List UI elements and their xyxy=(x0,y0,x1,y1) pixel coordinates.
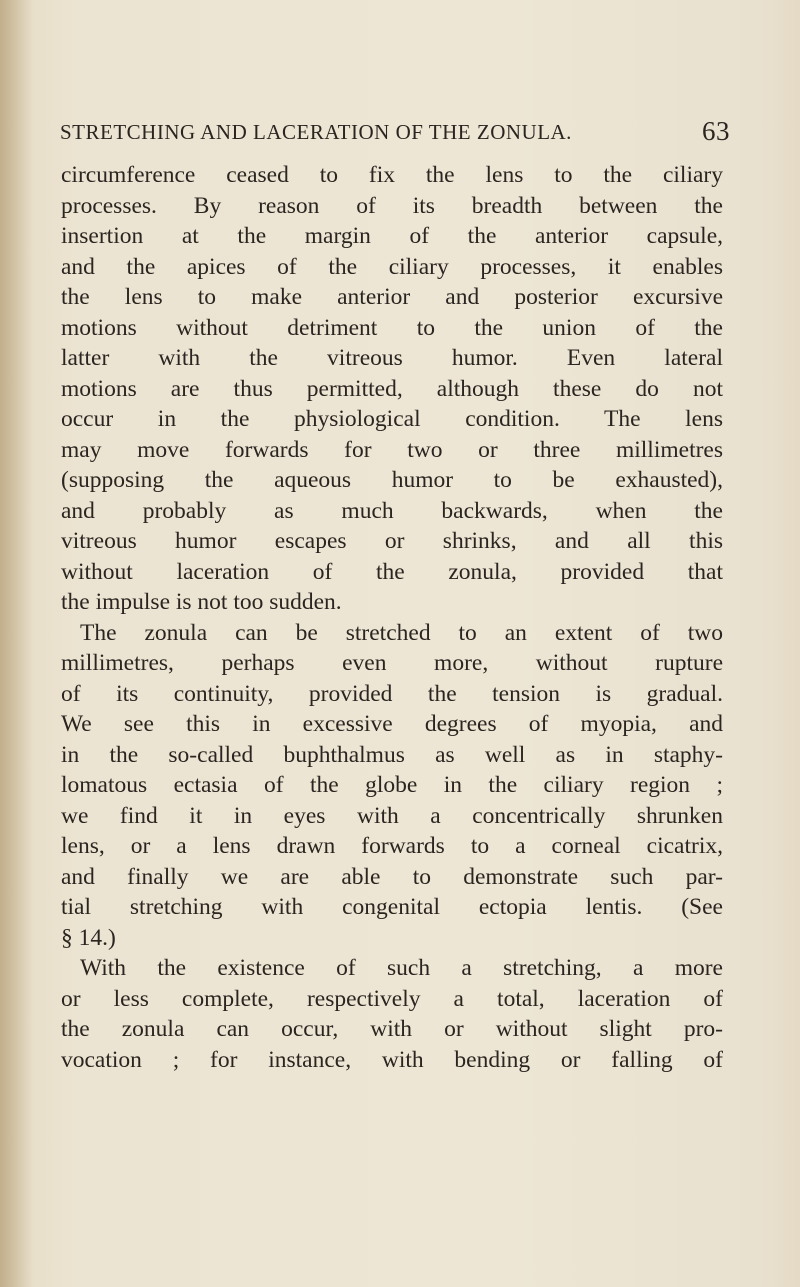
text-line: motions without detriment to the union of the xyxy=(61,314,723,341)
text-line-paragraph-end: § 14.) xyxy=(61,924,116,951)
text-line: tial stretching with congenital ectopia lentis. (See xyxy=(61,894,723,920)
text-line: (supposing the aqueous humor to be exhausted), xyxy=(61,467,723,493)
text-line: of its continuity, provided the tension is gradual. xyxy=(61,680,723,707)
text-line: latter with the vitreous humor. Even lateral xyxy=(61,345,723,371)
text-line: and the apices of the ciliary processes, it enables xyxy=(61,253,723,280)
text-line-paragraph-start: With the existence of such a stretching, a more xyxy=(80,955,723,981)
text-line: insertion at the margin of the anterior capsule, xyxy=(61,223,723,249)
text-line: motions are thus permitted, although these do not xyxy=(61,375,723,402)
text-line: processes. By reason of its breadth between the xyxy=(61,192,723,219)
text-line-paragraph-end: the impulse is not too sudden. xyxy=(61,589,342,615)
text-line: may move forwards for two or three millimetres xyxy=(61,436,723,463)
running-head xyxy=(60,116,730,150)
page-number: 63 xyxy=(702,116,730,146)
text-line: occur in the physiological condition. The lens xyxy=(61,406,723,432)
text-line: lomatous ectasia of the globe in the ciliary region ; xyxy=(61,772,723,798)
text-line: the lens to make anterior and posterior excursive xyxy=(61,284,723,310)
text-line: and probably as much backwards, when the xyxy=(61,497,723,524)
text-line: without laceration of the zonula, provided that xyxy=(61,558,723,585)
text-line: we find it in eyes with a concentrically shrunken xyxy=(61,802,723,829)
text-line: in the so-called buphthalmus as well as in staphy- xyxy=(61,741,723,768)
text-line: or less complete, respectively a total, laceration of xyxy=(61,985,723,1012)
text-line: and finally we are able to demonstrate such par- xyxy=(61,863,723,890)
text-line: circumference ceased to fix the lens to the ciliary xyxy=(61,162,723,188)
text-line: the zonula can occur, with or without slight pro- xyxy=(61,1016,723,1042)
text-line-paragraph-start: The zonula can be stretched to an extent of two xyxy=(80,619,723,646)
text-line: We see this in excessive degrees of myopia, and xyxy=(61,711,723,737)
text-line: vitreous humor escapes or shrinks, and all this xyxy=(61,528,723,554)
body-text xyxy=(61,160,723,1075)
text-line: millimetres, perhaps even more, without rupture xyxy=(61,650,723,676)
text-line: lens, or a lens drawn forwards to a corneal cicatrix, xyxy=(61,833,723,859)
text-line: vocation ; for instance, with bending or falling of xyxy=(61,1046,723,1073)
running-head-title: STRETCHING AND LACERATION OF THE ZONULA. xyxy=(60,120,572,144)
